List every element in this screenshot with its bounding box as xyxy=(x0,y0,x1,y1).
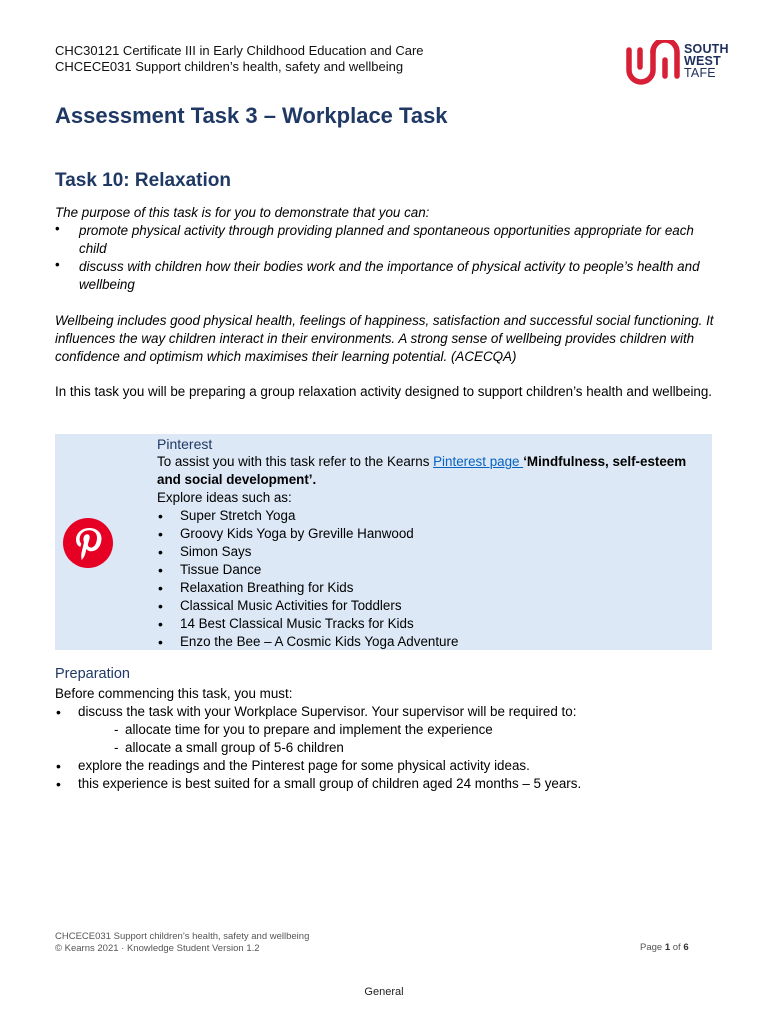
pinterest-board-name: ‘Mindfulness, self-esteem and social development’. xyxy=(157,454,687,487)
document-header xyxy=(55,43,424,75)
purpose-intro: The purpose of this task is for you to demonstrate that you can: xyxy=(55,205,430,220)
pinterest-page-link[interactable]: Pinterest page xyxy=(433,454,524,469)
page-footer xyxy=(55,931,309,954)
footer-unit: CHCECE031 Support children’s health, safety and wellbeing xyxy=(55,931,310,942)
page-number: Page 1 of 6 xyxy=(640,942,689,953)
list-item: • discuss the task with your Workplace Supervisor. Your supervisor will be required to: - allocate time for you to prepare and implement the experience - allocate a small group of 5-6 children xyxy=(55,703,715,757)
list-item: • this experience is best suited for a small group of children aged 24 months – 5 years. xyxy=(55,775,715,793)
preparation-heading: Preparation xyxy=(55,666,130,682)
pinterest-title: Pinterest xyxy=(157,436,213,452)
list-item: - allocate time for you to prepare and implement the experience xyxy=(78,721,715,739)
list-item: • Enzo the Bee – A Cosmic Kids Yoga Adventure xyxy=(157,633,697,651)
pinterest-reference: To assist you with this task refer to the Kearns Pinterest page ‘Mindfulness, self-esteem and social development’. xyxy=(157,454,687,487)
preparation-section xyxy=(55,685,715,793)
list-item: • Groovy Kids Yoga by Greville Hanwood xyxy=(157,525,697,543)
footer-copyright: © Kearns 2021 · Knowledge Student Version 1.2 xyxy=(55,942,260,954)
list-item: • Super Stretch Yoga xyxy=(157,507,697,525)
preparation-intro: Before commencing this task, you must: xyxy=(55,686,293,701)
preparation-list xyxy=(55,703,715,793)
list-item: • Relaxation Breathing for Kids xyxy=(157,579,697,597)
list-item: • explore the readings and the Pinterest page for some physical activity ideas. xyxy=(55,757,715,775)
course-title: CHC30121 Certificate III in Early Childhood Education and Care xyxy=(55,43,424,58)
list-item: • discuss with children how their bodies work and the importance of physical activity to people’s health and wellbeing xyxy=(55,258,715,294)
unit-title: CHCECE031 Support children’s health, safety and wellbeing xyxy=(55,59,404,74)
pinterest-content xyxy=(157,434,697,651)
intro-paragraph: In this task you will be preparing a group relaxation activity designed to support children’s health and wellbeing. xyxy=(55,384,713,399)
page-title: Assessment Task 3 – Workplace Task xyxy=(55,103,448,128)
task-title: Task 10: Relaxation xyxy=(55,170,232,191)
explore-label: Explore ideas such as: xyxy=(157,490,292,505)
list-item: • Classical Music Activities for Toddlers xyxy=(157,597,697,615)
pinterest-ideas-list xyxy=(157,507,697,651)
logo-wordmark: SOUTH WEST TAFE xyxy=(684,42,729,80)
south-west-tafe-logo xyxy=(624,40,734,86)
purpose-list xyxy=(55,222,715,294)
purpose-section xyxy=(55,204,715,294)
list-item: • Tissue Dance xyxy=(157,561,697,579)
list-item: - allocate a small group of 5-6 children xyxy=(78,739,715,757)
tafe-logo-mark-icon xyxy=(624,40,680,86)
pinterest-icon xyxy=(62,517,114,569)
list-item: • 14 Best Classical Music Tracks for Kids xyxy=(157,615,697,633)
wellbeing-paragraph: Wellbeing includes good physical health, feelings of happiness, satisfaction and successful social functioning. It influences the way children interact in their environments. A strong sense of wellbeing provides children with confidence and optimism which maximises their learning potential. (ACECQA) xyxy=(55,313,714,364)
list-item: • promote physical activity through providing planned and spontaneous opportunities appropriate for each child xyxy=(55,222,715,258)
classification-label: General xyxy=(364,986,404,998)
supervisor-duties-list xyxy=(78,721,715,757)
list-item: • Simon Says xyxy=(157,543,697,561)
